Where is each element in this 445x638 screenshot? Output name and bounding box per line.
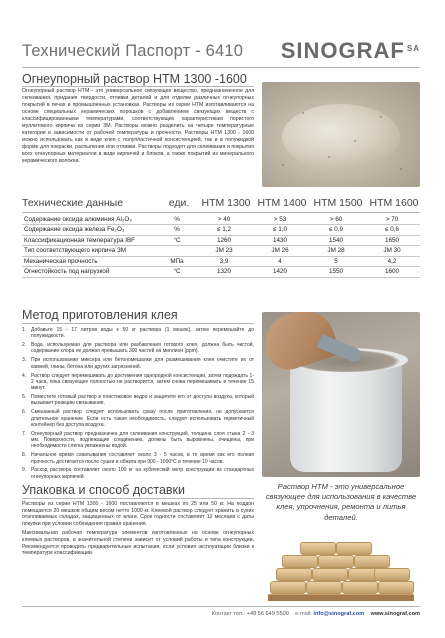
step-number: 9. — [22, 467, 27, 474]
step-text: Вода, используемая для раствора или разбавления готового клея, должна быть чистой, содержание хлора не должно превышать 300 частей на миллион (ppm). — [31, 342, 254, 355]
method-title: Метод приготовления клея — [22, 308, 178, 322]
footer-divider — [22, 606, 420, 607]
cell-value: 5 — [308, 256, 364, 267]
powder-photo — [262, 82, 420, 187]
bucket-image — [290, 356, 402, 472]
list-item — [22, 431, 254, 450]
cell-value: 1320 — [196, 267, 252, 278]
unit-column-header: еди. — [168, 197, 190, 209]
table-row — [22, 225, 420, 236]
step-text: Поместите готовый раствор в пластиковое ведро и защитите его от доступа воздуха, который вызывает реакцию связывания. — [31, 394, 254, 407]
product-title: Огнеупорный раствор НТМ 1300 -1600 — [22, 72, 247, 86]
bag-image — [354, 555, 390, 568]
cell-value: 4,2 — [364, 256, 420, 267]
cell-value: ≤ 1,0 — [252, 225, 308, 236]
step-text: Добавьте 15 - 17 литров воды к 50 кг раствора (1 мешок), затем перемешайте до полужидкости. — [31, 327, 254, 340]
bag-image — [336, 542, 372, 555]
method-title-divider — [22, 323, 254, 324]
mixing-photo — [262, 312, 420, 477]
cell-value: 4 — [252, 256, 308, 267]
bag-image — [342, 581, 378, 594]
powder-speck — [354, 140, 356, 142]
packaging-title: Упаковка и способ доставки — [22, 483, 185, 497]
table-row — [22, 267, 420, 278]
row-name: Содержание оксида алюминия Al₂O₃ — [22, 214, 158, 225]
step-number: 5. — [22, 394, 27, 401]
packaging-title-divider — [22, 498, 254, 499]
bag-image — [378, 581, 414, 594]
cell-value: 1540 — [308, 235, 364, 246]
bag-image — [312, 568, 348, 581]
page-header — [22, 38, 420, 66]
bag-image — [306, 581, 342, 594]
row-name: Тип соответствующего кирпича ЗМ — [22, 246, 158, 257]
cell-value: 1430 — [252, 235, 308, 246]
list-item — [22, 409, 254, 428]
product-title-divider — [22, 86, 254, 87]
cell-value: > 40 — [196, 214, 252, 225]
list-item — [22, 467, 254, 480]
step-number: 8. — [22, 452, 27, 459]
row-name: Содержание оксида железа Fe₂O₃ — [22, 225, 158, 236]
table-row — [22, 214, 420, 225]
row-unit: °C — [158, 267, 196, 278]
table-row — [22, 235, 420, 246]
step-text: Огнеупорный раствор предназначен для склеивания конструкций, толщина слоя стыка 2 - 3 мм. Поверхности, подлежащие соединению, должны быть выровнены, очищены, при необходимости слегка увлажнены водой. — [31, 430, 254, 450]
logo-text: SINOGRAF — [280, 38, 405, 63]
cell-value: 1600 — [364, 267, 420, 278]
page-footer — [22, 611, 420, 617]
powder-speck — [400, 168, 402, 170]
specs-header — [22, 196, 420, 212]
powder-speck — [328, 156, 330, 158]
list-item — [22, 342, 254, 355]
specs-title: Технические данные — [22, 197, 124, 209]
photo-caption: Раствор НТМ - это универсальное связующее для использования в качестве клея, упрочнения, ремонта и литья деталей. — [265, 482, 417, 522]
phone-number: +48 56 649 5500 — [246, 611, 289, 617]
bag-image — [276, 568, 312, 581]
specs-table — [22, 214, 420, 278]
packaging-paragraph: Максимальная рабочая температура элементов изготовленных на основе огнеупорных клеевых растворов, в значительной степени зависит от условий работы и типа конструкции. Рекомендуется проводить предварительные испытания, если условия эксплуатации близки к температуре классификации. — [22, 530, 254, 557]
pallet-image — [268, 594, 414, 601]
row-name: Огнестойкость под нагрузкой — [22, 267, 158, 278]
step-text: Расход раствора составляет около 100 кг на кубический метр конструкции из стандартных огнеупорных кирпичей. — [31, 467, 254, 480]
cell-value: JM 23 — [196, 246, 252, 257]
cell-value: > 60 — [308, 214, 364, 225]
email-link[interactable]: info@sinograf.com — [313, 611, 365, 617]
list-item — [22, 327, 254, 340]
cell-value: ≤ 1,2 — [196, 225, 252, 236]
list-item — [22, 452, 254, 465]
row-unit: МПа — [158, 256, 196, 267]
cell-value: JM 28 — [308, 246, 364, 257]
bag-image — [318, 555, 354, 568]
row-unit: °C — [158, 235, 196, 246]
company-logo — [281, 38, 420, 64]
column-header: НТМ 1500 — [313, 197, 363, 209]
step-number: 3. — [22, 357, 27, 364]
email-label: e-mail: — [295, 611, 312, 617]
column-header: НТМ 1300 — [201, 197, 251, 209]
bag-image — [270, 581, 306, 594]
step-number: 7. — [22, 430, 27, 437]
step-text: Смешанный раствор следует использовать сразу после приготовления, не допускается длительное хранение. Если есть такая необходимость, следует использовать герметичный контейнер без доступа воздуха. — [31, 409, 254, 428]
row-name: Классификационная температура IBF — [22, 235, 158, 246]
cell-value: > 70 — [364, 214, 420, 225]
product-description: Огнеупорный раствор НТМ - это универсальное связующее вещество, предназначенное для склеивания, придания твердости, отливки деталей и для отделки различных огнеупорных покрытий в печах и промышленных установках. Растворы из серии НТМ изготавливаются на основе специальных керамических порошков с добавлением связующих веществ с классифицированными температурами, соответствующих характеристикам пористого муллитового кирпича из серии ЗМ. Растворы можно разделить на четыре температурные категории в зависимости от рабочей температуры и прочности. Растворы НТМ 1300 - 1600 можно использовать как в виде клея с полупластичной консистенцией, так и в полужидкой форме для покраски, распыления или отливки. Растворы подходят для склеивания и покрытия всех огнеупорных материалов в виде кирпичей и блоков, а также покрытий из минерального керамического волокна. — [22, 88, 254, 164]
cell-value: ≤ 0,9 — [308, 225, 364, 236]
header-divider — [22, 67, 420, 68]
document-title: Технический Паспорт - 6410 — [22, 42, 244, 60]
step-text: Начальное время схватывания составляет около 3 - 5 часов, в то время как его полная прочность достигается после сушки и обжига при 900 - 1000°C в течение 10 часов. — [31, 452, 254, 465]
powder-pile-image — [282, 104, 400, 170]
bag-image — [282, 555, 318, 568]
powder-speck — [302, 112, 304, 114]
column-header: НТМ 1600 — [369, 197, 419, 209]
powder-speck — [380, 116, 382, 118]
website-link[interactable]: www.sinograf.com — [370, 611, 420, 617]
cell-value: 1260 — [196, 235, 252, 246]
cell-value: 1420 — [252, 267, 308, 278]
table-row — [22, 246, 420, 257]
list-item — [22, 373, 254, 392]
cell-value: 3,9 — [196, 256, 252, 267]
step-text: Раствор следует перемешивать до достижения однородной консистенции, затем подождать 1-2 часа, пока связующее полностью не растворится, затем снова перемешивать в течение 15 минут. — [31, 372, 254, 392]
cell-value: 1650 — [364, 235, 420, 246]
row-unit — [158, 246, 196, 257]
column-header: НТМ 1400 — [257, 197, 307, 209]
step-number: 6. — [22, 409, 27, 416]
list-item — [22, 357, 254, 370]
list-item — [22, 394, 254, 407]
logo-suffix: SA — [406, 44, 420, 53]
cell-value: 1550 — [308, 267, 364, 278]
row-name: Механическая прочность — [22, 256, 158, 267]
step-number: 1. — [22, 327, 27, 333]
cell-value: > 53 — [252, 214, 308, 225]
row-unit: % — [158, 214, 196, 225]
cell-value: JM 30 — [364, 246, 420, 257]
specs-header-divider — [22, 212, 420, 213]
step-number: 4. — [22, 372, 27, 379]
packaging-paragraph: Растворы из серии НТМ 1300 - 1600 поставляются в мешках по 25 или 50 кг. На поддон помещается 20 мешков общим весом нетто 1000 кг. Клеевой раствор следует хранить в сухих отапливаемых складах, защищенных от влаги. Срок годности составляет 12 месяцев с даты покупки при условии соблюдения правил хранения. — [22, 501, 254, 527]
bag-image — [374, 568, 410, 581]
phone-label: Контакт тел.: — [211, 611, 246, 617]
powder-speck — [282, 164, 284, 166]
packaging-text — [22, 501, 254, 560]
method-steps-list — [22, 327, 254, 483]
cell-value: JM 26 — [252, 246, 308, 257]
table-row — [22, 256, 420, 267]
step-number: 2. — [22, 342, 27, 349]
cell-value: ≤ 0,6 — [364, 225, 420, 236]
row-unit: % — [158, 225, 196, 236]
bag-image — [300, 542, 336, 555]
pallet-photo — [262, 532, 420, 602]
step-text: При использовании миксера или бетономешалки для размешивания клея очистите их от камней, глины, бетона или других загрязнений. — [31, 357, 254, 370]
